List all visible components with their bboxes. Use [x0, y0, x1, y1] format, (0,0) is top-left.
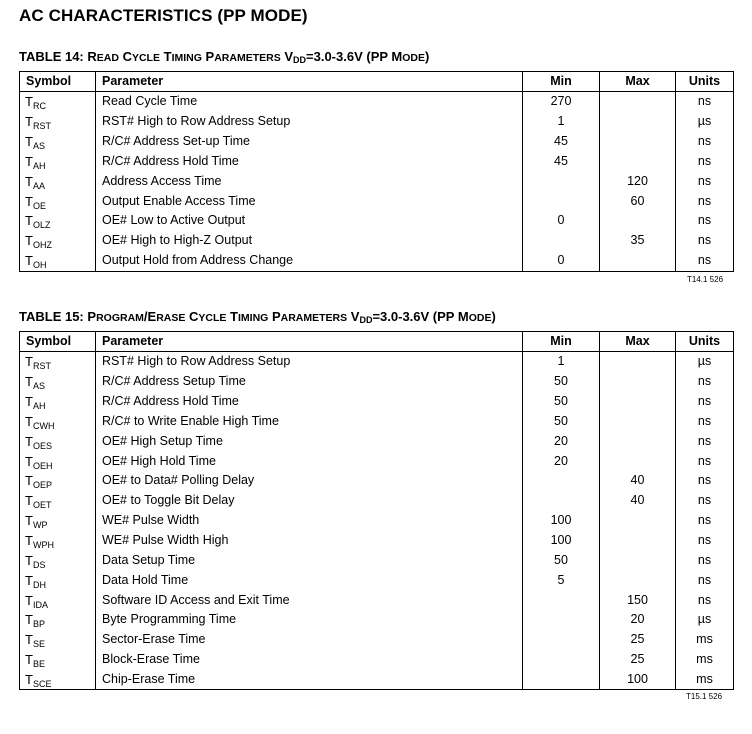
max-cell	[600, 211, 676, 231]
parameter-cell: OE# Low to Active Output	[96, 211, 523, 231]
program-erase-timing-table	[19, 331, 734, 690]
symbol-cell: $T_{OET}$	[20, 491, 96, 511]
symbol-cell: $T_{OEH}$	[20, 451, 96, 471]
column-header: Parameter	[96, 72, 523, 92]
parameter-cell: OE# High to High-Z Output	[96, 231, 523, 251]
parameter-cell: R/C# Address Set-up Time	[96, 132, 523, 152]
max-cell	[600, 372, 676, 392]
column-header: Symbol	[20, 72, 96, 92]
parameter-cell: OE# High Setup Time	[96, 431, 523, 451]
symbol-cell: $T_{AH}$	[20, 392, 96, 412]
table-row	[20, 152, 734, 172]
min-cell: 0	[523, 211, 600, 231]
max-cell	[600, 511, 676, 531]
max-cell: 100	[600, 670, 676, 690]
symbol-cell: $T_{IDA}$	[20, 590, 96, 610]
symbol-cell: $T_{WP}$	[20, 511, 96, 531]
max-cell: 40	[600, 471, 676, 491]
column-header: Max	[600, 332, 676, 352]
parameter-cell: R/C# Address Setup Time	[96, 372, 523, 392]
max-cell: 60	[600, 191, 676, 211]
min-cell: 20	[523, 431, 600, 451]
min-cell	[523, 610, 600, 630]
table-row	[20, 491, 734, 511]
units-cell: ns	[676, 372, 734, 392]
table-header-row	[20, 332, 734, 352]
symbol-cell: $T_{OES}$	[20, 431, 96, 451]
min-cell: 50	[523, 412, 600, 432]
parameter-cell: Output Enable Access Time	[96, 191, 523, 211]
parameter-cell: Data Hold Time	[96, 570, 523, 590]
parameter-cell: WE# Pulse Width High	[96, 531, 523, 551]
units-cell: ns	[676, 412, 734, 432]
min-cell	[523, 231, 600, 251]
page-title: AC CHARACTERISTICS (PP MODE)	[19, 6, 308, 25]
max-cell: 25	[600, 650, 676, 670]
symbol-cell: $T_{WPH}$	[20, 531, 96, 551]
table-row	[20, 610, 734, 630]
max-cell	[600, 251, 676, 271]
symbol-cell: $T_{DH}$	[20, 570, 96, 590]
table-row	[20, 531, 734, 551]
table-row	[20, 471, 734, 491]
min-cell	[523, 650, 600, 670]
units-cell: ns	[676, 531, 734, 551]
table-row	[20, 511, 734, 531]
table-footnote: T14.1 526	[687, 275, 724, 284]
parameter-cell: R/C# to Write Enable High Time	[96, 412, 523, 432]
table-label: TABLE 15:	[19, 309, 84, 324]
symbol-cell: $T_{OLZ}$	[20, 211, 96, 231]
table-label: TABLE 14:	[19, 49, 84, 64]
units-cell: µs	[676, 352, 734, 372]
table-row	[20, 211, 734, 231]
table-row	[20, 231, 734, 251]
min-cell	[523, 491, 600, 511]
symbol-cell: $T_{DS}$	[20, 550, 96, 570]
table-14-caption: TABLE 14: READ CYCLE TIMING PARAMETERS $V_{DD}=3.0-3.6V$ (PP MODE)	[19, 49, 430, 65]
max-cell	[600, 531, 676, 551]
column-header: Min	[523, 332, 600, 352]
max-cell: 35	[600, 231, 676, 251]
table-row	[20, 670, 734, 690]
table-row	[20, 392, 734, 412]
table-row	[20, 570, 734, 590]
table-row	[20, 412, 734, 432]
max-cell: 25	[600, 630, 676, 650]
symbol-cell: $T_{OE}$	[20, 191, 96, 211]
max-cell: 40	[600, 491, 676, 511]
symbol-cell: $T_{CWH}$	[20, 412, 96, 432]
table-row	[20, 92, 734, 112]
units-cell: ns	[676, 152, 734, 172]
table-row	[20, 431, 734, 451]
max-cell	[600, 92, 676, 112]
symbol-cell: $T_{OHZ}$	[20, 231, 96, 251]
units-cell: ns	[676, 491, 734, 511]
max-cell	[600, 451, 676, 471]
max-cell	[600, 352, 676, 372]
table-row	[20, 251, 734, 271]
min-cell: 100	[523, 531, 600, 551]
parameter-cell: OE# to Data# Polling Delay	[96, 471, 523, 491]
column-header: Max	[600, 72, 676, 92]
parameter-cell: Read Cycle Time	[96, 92, 523, 112]
units-cell: ns	[676, 231, 734, 251]
units-cell: ns	[676, 191, 734, 211]
units-cell: µs	[676, 610, 734, 630]
max-cell: 120	[600, 171, 676, 191]
max-cell: 20	[600, 610, 676, 630]
parameter-cell: OE# to Toggle Bit Delay	[96, 491, 523, 511]
units-cell: ms	[676, 630, 734, 650]
column-header: Parameter	[96, 332, 523, 352]
units-cell: ns	[676, 570, 734, 590]
min-cell: 270	[523, 92, 600, 112]
min-cell: 1	[523, 112, 600, 132]
parameter-cell: RST# High to Row Address Setup	[96, 352, 523, 372]
min-cell	[523, 171, 600, 191]
table-row	[20, 451, 734, 471]
parameter-cell: RST# High to Row Address Setup	[96, 112, 523, 132]
min-cell	[523, 590, 600, 610]
units-cell: ms	[676, 670, 734, 690]
parameter-cell: Software ID Access and Exit Time	[96, 590, 523, 610]
symbol-cell: $T_{RC}$	[20, 92, 96, 112]
units-cell: ns	[676, 590, 734, 610]
max-cell	[600, 132, 676, 152]
min-cell	[523, 630, 600, 650]
units-cell: ns	[676, 251, 734, 271]
symbol-cell: $T_{AH}$	[20, 152, 96, 172]
min-cell: 20	[523, 451, 600, 471]
max-cell	[600, 570, 676, 590]
min-cell: 100	[523, 511, 600, 531]
max-cell	[600, 112, 676, 132]
max-cell	[600, 392, 676, 412]
symbol-cell: $T_{AA}$	[20, 171, 96, 191]
table-row	[20, 372, 734, 392]
symbol-cell: $T_{OH}$	[20, 251, 96, 271]
column-header: Symbol	[20, 332, 96, 352]
table-row	[20, 630, 734, 650]
parameter-cell: Sector-Erase Time	[96, 630, 523, 650]
read-cycle-timing-table	[19, 71, 734, 272]
min-cell: 50	[523, 550, 600, 570]
units-cell: ns	[676, 471, 734, 491]
symbol-cell: $T_{SE}$	[20, 630, 96, 650]
table-row	[20, 171, 734, 191]
min-cell: 50	[523, 372, 600, 392]
table-row	[20, 132, 734, 152]
min-cell	[523, 670, 600, 690]
table-row	[20, 352, 734, 372]
units-cell: ns	[676, 451, 734, 471]
units-cell: ms	[676, 650, 734, 670]
symbol-cell: $T_{RST}$	[20, 112, 96, 132]
max-cell	[600, 431, 676, 451]
units-cell: ns	[676, 511, 734, 531]
symbol-cell: $T_{SCE}$	[20, 670, 96, 690]
units-cell: ns	[676, 550, 734, 570]
min-cell	[523, 471, 600, 491]
parameter-cell: WE# Pulse Width	[96, 511, 523, 531]
min-cell: 45	[523, 152, 600, 172]
table-header-row	[20, 72, 734, 92]
parameter-cell: Byte Programming Time	[96, 610, 523, 630]
table-15-caption: TABLE 15: PROGRAM/ERASE CYCLE TIMING PARAMETERS $V_{DD}=3.0-3.6V$ (PP MODE)	[19, 309, 496, 325]
min-cell: 0	[523, 251, 600, 271]
max-cell: 150	[600, 590, 676, 610]
units-cell: ns	[676, 431, 734, 451]
parameter-cell: R/C# Address Hold Time	[96, 392, 523, 412]
table-footnote: T15.1 526	[686, 692, 723, 701]
min-cell	[523, 191, 600, 211]
units-cell: ns	[676, 392, 734, 412]
table-row	[20, 650, 734, 670]
parameter-cell: OE# High Hold Time	[96, 451, 523, 471]
symbol-cell: $T_{RST}$	[20, 352, 96, 372]
column-header: Units	[676, 332, 734, 352]
table-row	[20, 191, 734, 211]
symbol-cell: $T_{AS}$	[20, 372, 96, 392]
symbol-cell: $T_{BE}$	[20, 650, 96, 670]
parameter-cell: Data Setup Time	[96, 550, 523, 570]
column-header: Min	[523, 72, 600, 92]
column-header: Units	[676, 72, 734, 92]
units-cell: ns	[676, 171, 734, 191]
parameter-cell: R/C# Address Hold Time	[96, 152, 523, 172]
max-cell	[600, 412, 676, 432]
min-cell: 45	[523, 132, 600, 152]
max-cell	[600, 152, 676, 172]
units-cell: ns	[676, 132, 734, 152]
max-cell	[600, 550, 676, 570]
parameter-cell: Block-Erase Time	[96, 650, 523, 670]
units-cell: ns	[676, 92, 734, 112]
symbol-cell: $T_{BP}$	[20, 610, 96, 630]
table-row	[20, 550, 734, 570]
table-row	[20, 112, 734, 132]
symbol-cell: $T_{AS}$	[20, 132, 96, 152]
units-cell: µs	[676, 112, 734, 132]
units-cell: ns	[676, 211, 734, 231]
parameter-cell: Address Access Time	[96, 171, 523, 191]
min-cell: 1	[523, 352, 600, 372]
parameter-cell: Chip-Erase Time	[96, 670, 523, 690]
symbol-cell: $T_{OEP}$	[20, 471, 96, 491]
parameter-cell: Output Hold from Address Change	[96, 251, 523, 271]
min-cell: 50	[523, 392, 600, 412]
table-row	[20, 590, 734, 610]
min-cell: 5	[523, 570, 600, 590]
